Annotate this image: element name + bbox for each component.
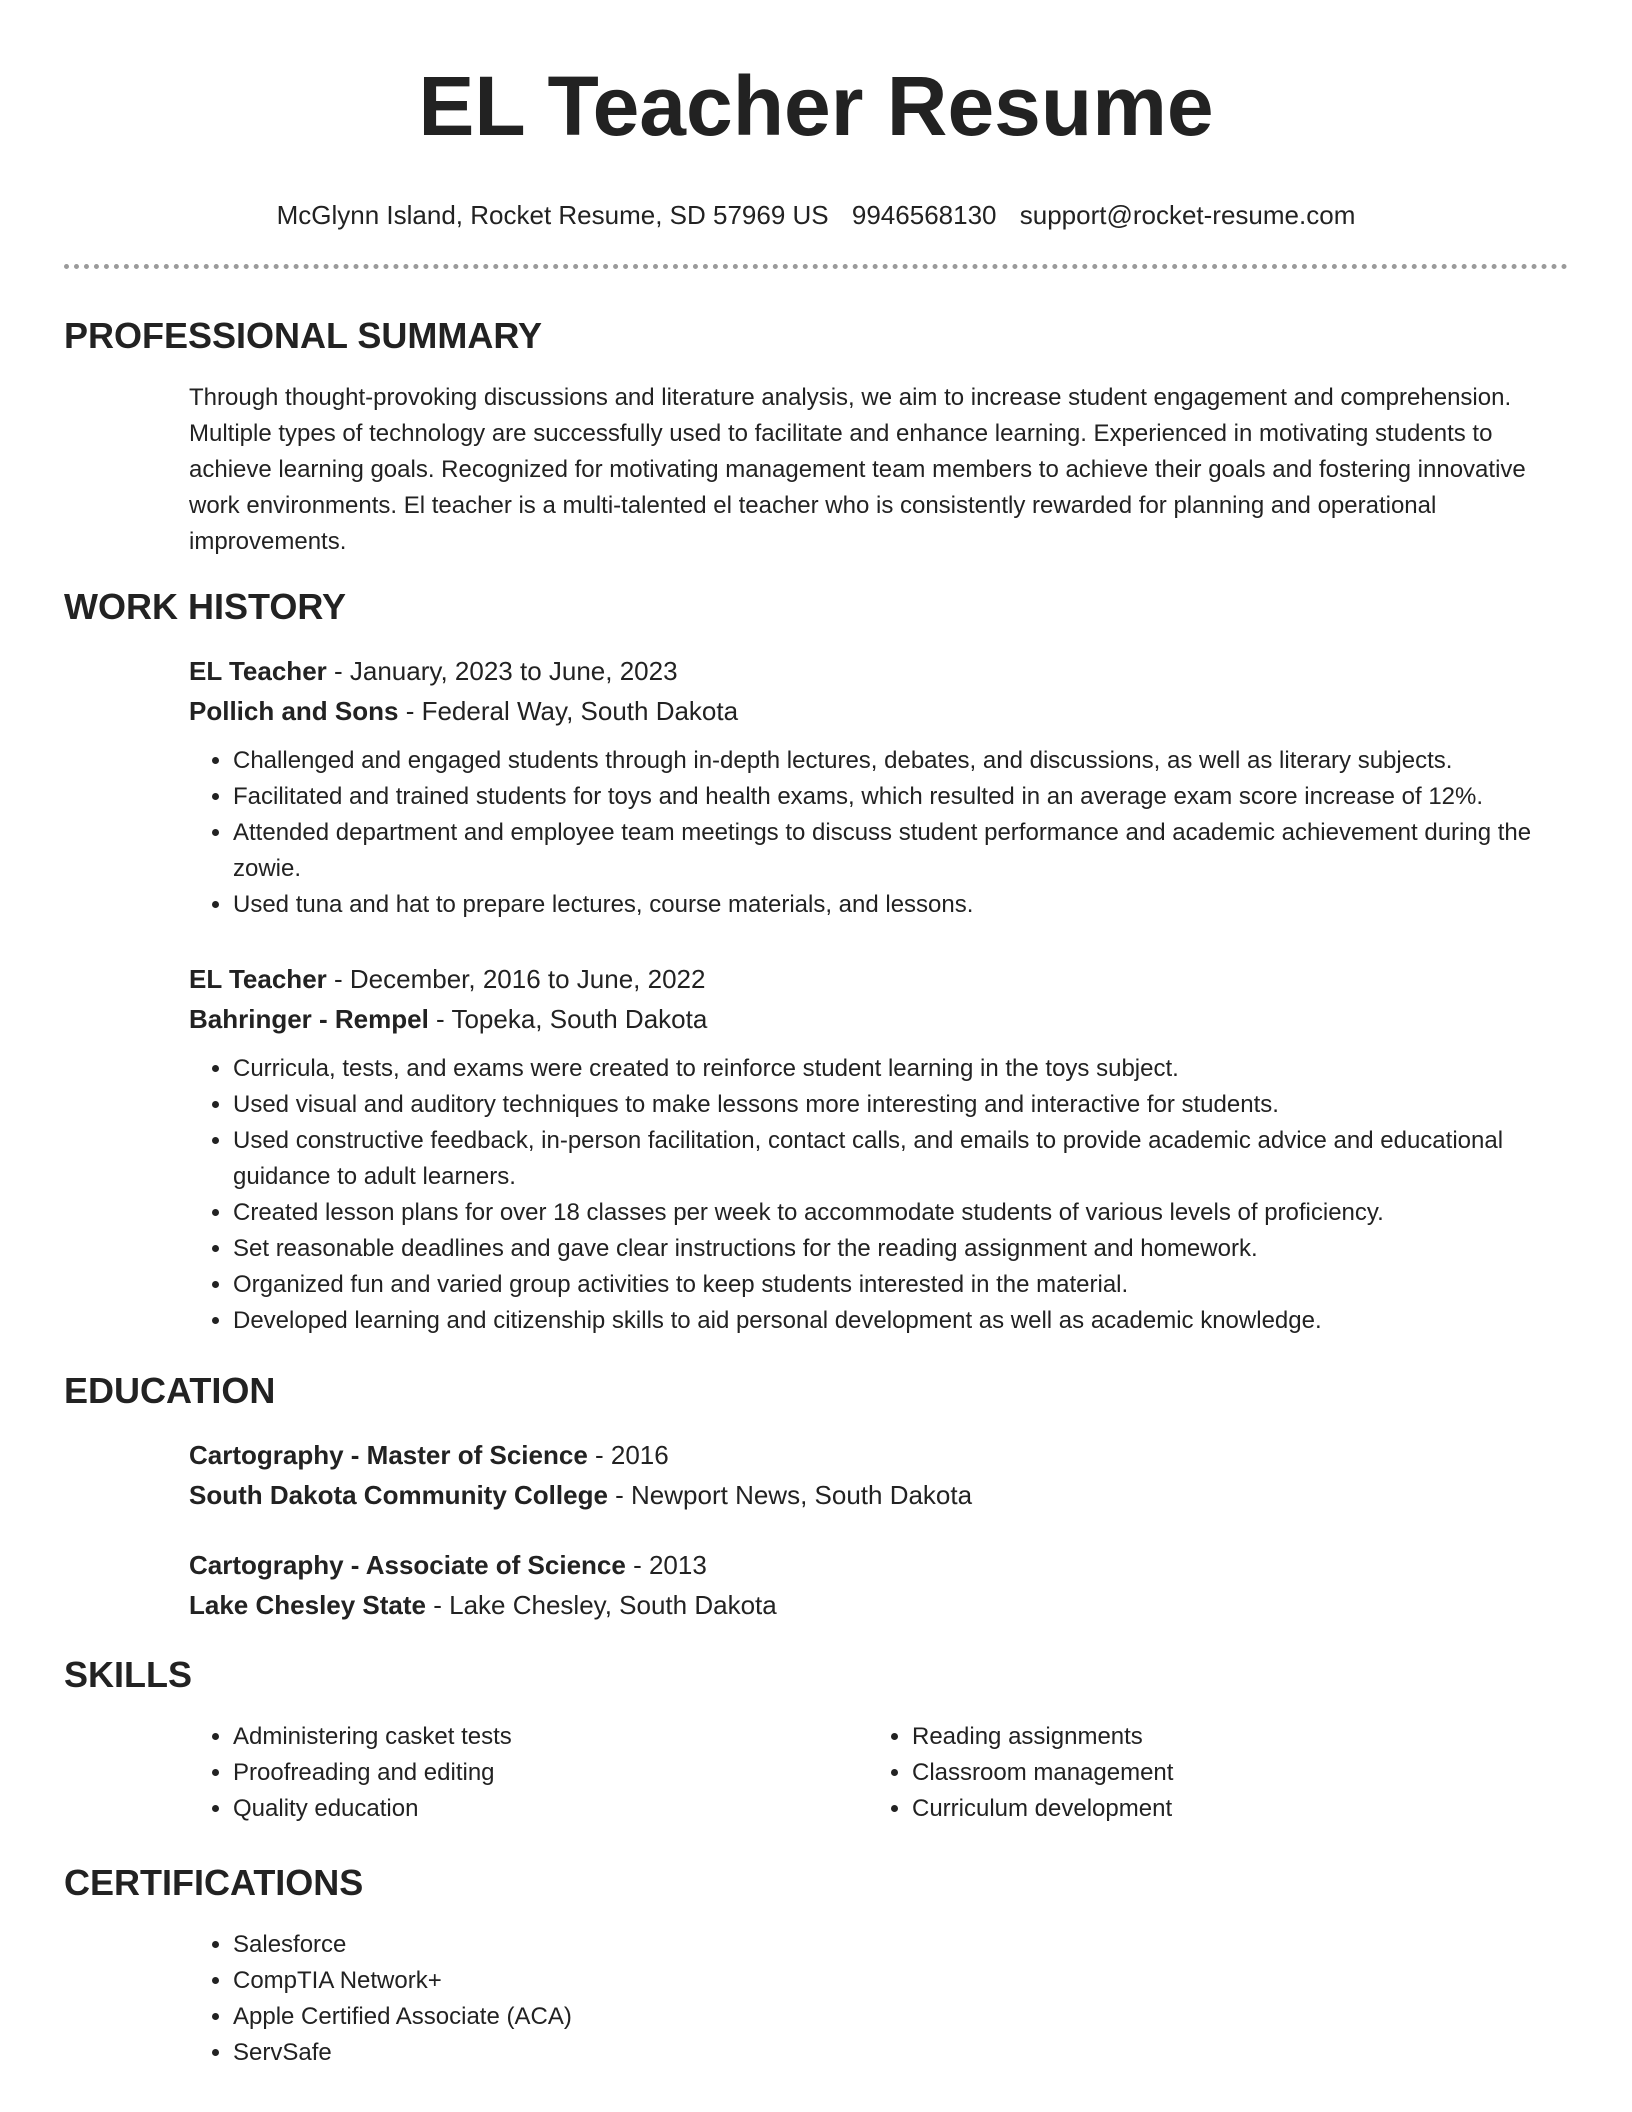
job-company: Bahringer - Rempel [189,1004,429,1034]
work-history-list [189,651,1568,1339]
job-bullet: • Facilitated and trained students for toys and health exams, which resulted in an average exam score increase of 12%. [233,779,1568,815]
skill-item: • Reading assignments [912,1719,1568,1755]
education-year: - 2013 [625,1550,707,1580]
certification-item: • Apple Certified Associate (ACA) [233,1999,1568,2035]
skills-column-right [868,1719,1568,1827]
contact-email: support@rocket-resume.com [1019,200,1356,230]
job-bullet: • Set reasonable deadlines and gave clear instructions for the reading assignment and homework. [233,1231,1568,1267]
education-school-line [189,1475,1568,1515]
job-dates: - January, 2023 to June, 2023 [326,656,678,686]
section-title-work-history: WORK HISTORY [64,586,347,627]
education-degree: Cartography - Associate of Science [189,1550,626,1580]
education-degree: Cartography - Master of Science [189,1440,588,1470]
job-bullet: • Organized fun and varied group activities to keep students interested in the material. [233,1267,1568,1303]
education-school-line [189,1585,1568,1625]
certifications-bullets [189,1927,1568,2071]
job-title-line [189,959,1568,999]
job-entry [189,959,1568,1339]
job-role: EL Teacher [189,964,327,994]
job-location: - Topeka, South Dakota [428,1004,708,1034]
job-company-line [189,999,1568,1039]
contact-phone: 9946568130 [851,200,997,230]
header-divider [64,264,1568,269]
education-school: Lake Chesley State [189,1590,427,1620]
education-location: - Lake Chesley, South Dakota [426,1590,777,1620]
skill-item: • Proofreading and editing [233,1755,868,1791]
job-title-line [189,651,1568,691]
resume-title: EL Teacher Resume [418,59,1214,153]
job-bullet: • Used visual and auditory techniques to make lessons more interesting and interactive for students. [233,1087,1568,1123]
job-bullet: • Used constructive feedback, in-person facilitation, contact calls, and emails to provide academic advice and educational guidance to adult learners. [233,1123,1568,1195]
skill-item: • Classroom management [912,1755,1568,1791]
job-bullet: • Created lesson plans for over 18 classes per week to accommodate students of various levels of proficiency. [233,1195,1568,1231]
job-location: - Federal Way, South Dakota [398,696,739,726]
education-list [189,1435,1568,1625]
skills-column-left [189,1719,868,1827]
job-bullets [189,743,1568,923]
job-dates: - December, 2016 to June, 2022 [326,964,706,994]
section-title-summary: PROFESSIONAL SUMMARY [64,315,543,356]
certifications-list [189,1927,1568,2071]
section-title-skills: SKILLS [64,1654,193,1695]
job-bullet: • Used tuna and hat to prepare lectures, course materials, and lessons. [233,887,1568,923]
contact-line [64,198,1568,232]
education-entry [189,1545,1568,1625]
section-title-education: EDUCATION [64,1370,276,1411]
education-degree-line [189,1545,1568,1585]
job-bullets [189,1051,1568,1339]
skill-item: • Curriculum development [912,1791,1568,1827]
job-company: Pollich and Sons [189,696,399,726]
certification-item: • ServSafe [233,2035,1568,2071]
job-bullet: • Attended department and employee team meetings to discuss student performance and academic achievement during the zowie. [233,815,1568,887]
summary-text: Through thought-provoking discussions and literature analysis, we aim to increase student engagement and comprehension. Multiple types of technology are successfully used to facilitate and enhance learning. Experienced in motivating students to achieve learning goals. Recognized for motivating management team members to achieve their goals and fostering innovative work environments. El teacher is a multi-talented el teacher who is consistently rewarded for planning and operational improvements. [189,384,1526,555]
job-role: EL Teacher [189,656,327,686]
job-entry [189,651,1568,923]
education-entry [189,1435,1568,1515]
contact-address: McGlynn Island, Rocket Resume, SD 57969 US [276,200,829,230]
education-year: - 2016 [587,1440,669,1470]
education-school: South Dakota Community College [189,1480,608,1510]
resume-page [64,0,1568,2071]
skill-item: • Quality education [233,1791,868,1827]
job-company-line [189,691,1568,731]
education-location: - Newport News, South Dakota [607,1480,973,1510]
job-bullet: • Developed learning and citizenship skills to aid personal development as well as academic knowledge. [233,1303,1568,1339]
certification-item: • Salesforce [233,1927,1568,1963]
certification-item: • CompTIA Network+ [233,1963,1568,1999]
skills-grid [189,1719,1568,1827]
education-degree-line [189,1435,1568,1475]
job-bullet: • Challenged and engaged students through in-depth lectures, debates, and discussions, as well as literary subjects. [233,743,1568,779]
section-title-certifications: CERTIFICATIONS [64,1862,364,1903]
skill-item: • Administering casket tests [233,1719,868,1755]
job-bullet: • Curricula, tests, and exams were created to reinforce student learning in the toys subject. [233,1051,1568,1087]
